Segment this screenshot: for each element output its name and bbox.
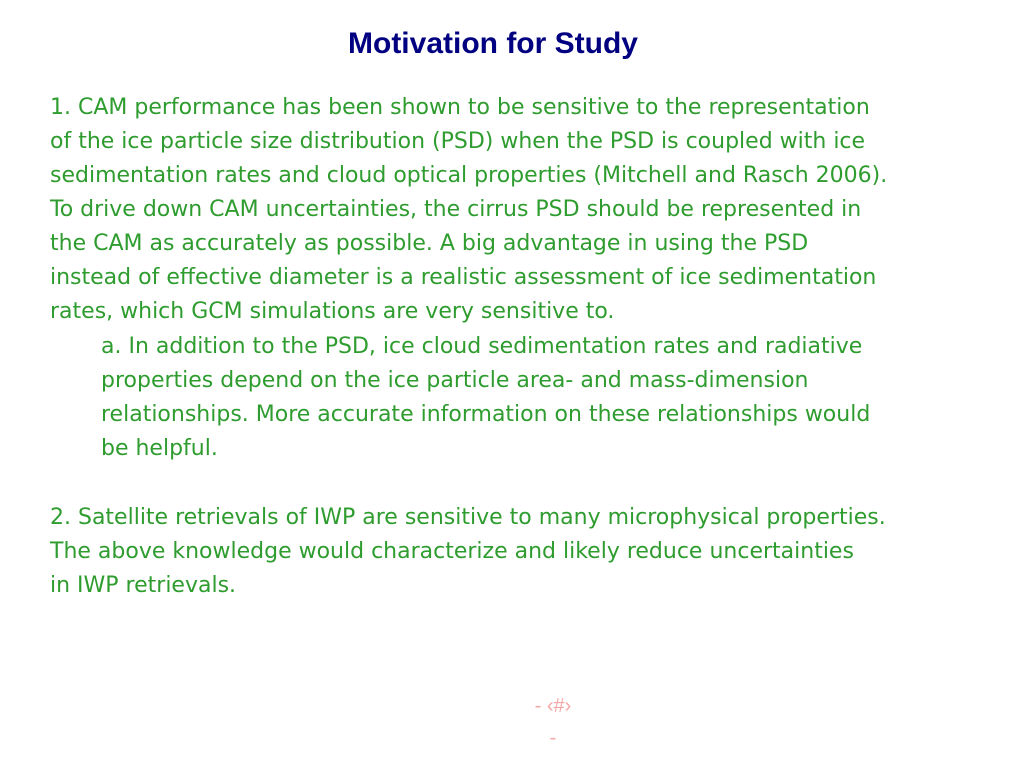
point-1 [50,91,887,329]
point-1a [101,330,870,466]
point-2-line: in IWP retrievals. [50,573,237,598]
point-1-line: rates, which GCM simulations are very sensitive to. [50,299,615,324]
point-1-line: of the ice particle size distribution (PSD) when the PSD is coupled with ice [50,129,866,154]
slide-number: - ‹#› [534,695,572,717]
point-1-line: To drive down CAM uncertainties, the cirrus PSD should be represented in [50,197,862,222]
point-1a-line: relationships. More accurate information on these relationships would [101,402,871,427]
slide-number-dash: - [549,727,557,749]
point-1-line: sedimentation rates and cloud optical properties (Mitchell and Rasch 2006). [50,163,888,188]
slide-title: Motivation for Study [348,27,638,60]
point-1a-line: a. In addition to the PSD, ice cloud sedimentation rates and radiative [101,334,863,359]
slide-number-footer [506,690,600,754]
point-1a-line: be helpful. [101,436,218,461]
point-1-line: 1. CAM performance has been shown to be sensitive to the representation [50,95,870,120]
point-1a-line: properties depend on the ice particle area- and mass-dimension [101,368,809,393]
point-2-line: 2. Satellite retrievals of IWP are sensitive to many microphysical properties. [50,505,886,530]
point-1-line: instead of effective diameter is a realistic assessment of ice sedimentation [50,265,877,290]
point-2 [50,501,886,603]
point-1-line: the CAM as accurately as possible. A big advantage in using the PSD [50,231,809,256]
point-2-line: The above knowledge would characterize and likely reduce uncertainties [50,539,854,564]
